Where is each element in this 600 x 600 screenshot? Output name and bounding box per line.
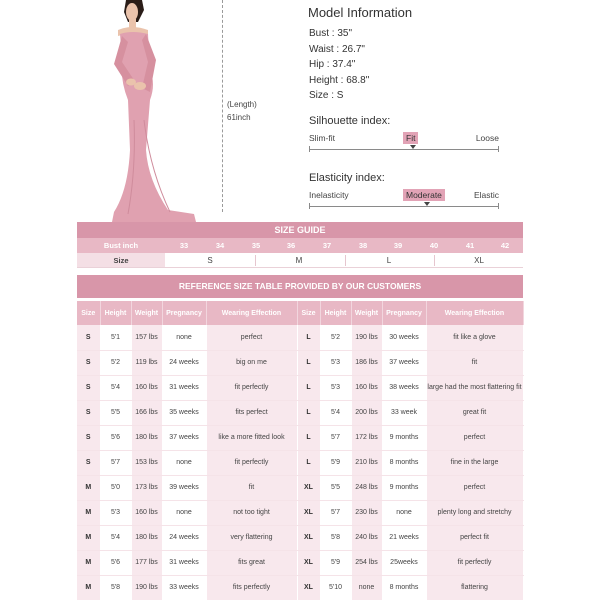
cell-weight: 153 lbs (131, 450, 162, 475)
cell-size: S (77, 450, 100, 475)
cell-weight: 200 lbs (351, 400, 382, 425)
size-guide-bust-row (77, 238, 523, 253)
reference-table (77, 301, 524, 600)
cell-size: XL (297, 525, 320, 550)
table-row (77, 475, 523, 500)
size-value: M (295, 256, 303, 265)
table-row (77, 425, 523, 450)
cell-weight: 210 lbs (351, 450, 382, 475)
cell-size: S (77, 350, 100, 375)
model-info-list (309, 26, 369, 104)
cell-wearing-effection: fit (206, 475, 297, 500)
cell-height: 5'8 (320, 525, 351, 550)
cell-size: L (297, 325, 320, 350)
cell-pregnancy: 24 weeks (162, 350, 206, 375)
bust-value: 42 (500, 241, 510, 250)
cell-wearing-effection: very flattering (206, 525, 297, 550)
cell-height: 5'8 (100, 575, 131, 600)
cell-pregnancy: 31 weeks (162, 550, 206, 575)
cell-height: 5'4 (100, 375, 131, 400)
header-wearing-effection: Wearing Effection (206, 301, 297, 325)
cell-weight: 180 lbs (131, 425, 162, 450)
bust-value: 38 (358, 241, 368, 250)
cell-height: 5'2 (100, 350, 131, 375)
cell-weight: 160 lbs (351, 375, 382, 400)
model-bust: Bust : 35" (309, 28, 353, 39)
silhouette-right-label: Loose (475, 133, 499, 143)
elasticity-tick-left (309, 203, 310, 209)
cell-wearing-effection: fine in the large (426, 450, 523, 475)
cell-height: 5'7 (320, 425, 351, 450)
cell-weight: 248 lbs (351, 475, 382, 500)
cell-pregnancy: 38 weeks (382, 375, 426, 400)
cell-wearing-effection: flattering (426, 575, 523, 600)
length-label (227, 98, 257, 124)
elasticity-marker-icon (424, 202, 430, 206)
header-height: Height (320, 301, 351, 325)
cell-size: S (77, 375, 100, 400)
cell-weight: 190 lbs (131, 575, 162, 600)
cell-pregnancy: none (382, 500, 426, 525)
cell-size: M (77, 575, 100, 600)
bust-value: 37 (322, 241, 332, 250)
cell-size: S (77, 400, 100, 425)
size-value: XL (474, 256, 484, 265)
cell-height: 5'6 (100, 550, 131, 575)
cell-height: 5'4 (100, 525, 131, 550)
bust-value: 34 (215, 241, 225, 250)
cell-wearing-effection: fits great (206, 550, 297, 575)
silhouette-marker-icon (410, 145, 416, 149)
cell-weight: 186 lbs (351, 350, 382, 375)
elasticity-right-label: Elastic (473, 190, 499, 200)
cell-size: L (297, 450, 320, 475)
elasticity-left-label: Inelasticity (309, 190, 349, 200)
cell-weight: 177 lbs (131, 550, 162, 575)
length-label-title: (Length) (227, 100, 257, 109)
cell-wearing-effection: fit (426, 350, 523, 375)
cell-wearing-effection: perfect fit (426, 525, 523, 550)
cell-size: M (77, 550, 100, 575)
header-size: Size (77, 301, 100, 325)
model-hip: Hip : 37.4" (309, 59, 356, 71)
cell-pregnancy: 39 weeks (162, 475, 206, 500)
cell-pregnancy: 9 months (382, 425, 426, 450)
elasticity-scale (309, 190, 499, 220)
header-weight: Weight (131, 301, 162, 325)
elasticity-tick-right (498, 203, 499, 209)
cell-height: 5'3 (100, 500, 131, 525)
header-wearing-effection: Wearing Effection (426, 301, 523, 325)
header-height: Height (100, 301, 131, 325)
cell-height: 5'7 (100, 450, 131, 475)
cell-height: 5'0 (100, 475, 131, 500)
cell-wearing-effection: fits perfectly (206, 575, 297, 600)
length-measure-line (222, 0, 223, 212)
header-pregnancy: Pregnancy (382, 301, 426, 325)
cell-pregnancy: 21 weeks (382, 525, 426, 550)
table-row (77, 550, 523, 575)
header-pregnancy: Pregnancy (162, 301, 206, 325)
cell-height: 5'7 (320, 500, 351, 525)
bust-inch-label: Bust inch (103, 241, 139, 250)
table-row (77, 500, 523, 525)
cell-size: S (77, 425, 100, 450)
elasticity-track (309, 206, 499, 207)
cell-height: 5'9 (320, 450, 351, 475)
silhouette-tick-right (498, 146, 499, 152)
cell-weight: 166 lbs (131, 400, 162, 425)
cell-height: 5'9 (320, 550, 351, 575)
size-value: S (207, 256, 213, 265)
cell-weight: 173 lbs (131, 475, 162, 500)
size-guide-title: SIZE GUIDE (77, 222, 523, 238)
model-height: Height : 68.8" (309, 74, 370, 86)
cell-pregnancy: 9 months (382, 475, 426, 500)
cell-pregnancy: 25weeks (382, 550, 426, 575)
cell-weight: none (351, 575, 382, 600)
size-guide-size-row (77, 253, 523, 268)
cell-weight: 160 lbs (131, 500, 162, 525)
size-separator (434, 255, 435, 266)
cell-size: M (77, 475, 100, 500)
cell-weight: 172 lbs (351, 425, 382, 450)
model-photo (98, 0, 226, 222)
cell-weight: 240 lbs (351, 525, 382, 550)
silhouette-track (309, 149, 499, 150)
cell-height: 5'1 (100, 325, 131, 350)
reference-size-table (77, 275, 523, 600)
header-weight: Weight (351, 301, 382, 325)
cell-height: 5'3 (320, 375, 351, 400)
size-separator (255, 255, 256, 266)
cell-wearing-effection: great fit (426, 400, 523, 425)
cell-weight: 160 lbs (131, 375, 162, 400)
cell-pregnancy: none (162, 325, 206, 350)
cell-weight: 157 lbs (131, 325, 162, 350)
cell-pregnancy: none (162, 500, 206, 525)
cell-pregnancy: 8 months (382, 450, 426, 475)
table-row (77, 375, 523, 400)
table-row (77, 350, 523, 375)
bust-value: 41 (465, 241, 475, 250)
silhouette-left-label: Slim-fit (309, 133, 335, 143)
cell-size: XL (297, 550, 320, 575)
model-size: Size : S (309, 90, 344, 102)
cell-size: XL (297, 500, 320, 525)
cell-height: 5'5 (100, 400, 131, 425)
cell-wearing-effection: like a more fitted look (206, 425, 297, 450)
cell-size: L (297, 400, 320, 425)
elasticity-index-title: Elasticity index: (309, 172, 385, 184)
cell-size: M (77, 500, 100, 525)
cell-height: 5'10 (320, 575, 351, 600)
table-row (77, 400, 523, 425)
cell-pregnancy: 8 months (382, 575, 426, 600)
cell-pregnancy: 33 week (382, 400, 426, 425)
cell-size: L (297, 350, 320, 375)
cell-height: 5'4 (320, 400, 351, 425)
header-size: Size (297, 301, 320, 325)
cell-height: 5'5 (320, 475, 351, 500)
table-row (77, 325, 523, 350)
bust-value: 40 (429, 241, 439, 250)
cell-pregnancy: 24 weeks (162, 525, 206, 550)
cell-wearing-effection: perfect (426, 475, 523, 500)
size-value: L (386, 256, 392, 265)
cell-weight: 190 lbs (351, 325, 382, 350)
cell-wearing-effection: fit perfectly (426, 550, 523, 575)
cell-size: S (77, 325, 100, 350)
cell-height: 5'6 (100, 425, 131, 450)
bust-value: 35 (251, 241, 261, 250)
elasticity-selected-badge: Moderate (403, 189, 445, 201)
cell-pregnancy: 37 weeks (382, 350, 426, 375)
table-row (77, 525, 523, 550)
cell-height: 5'3 (320, 350, 351, 375)
table-row (77, 450, 523, 475)
cell-height: 5'2 (320, 325, 351, 350)
model-info-title: Model Information (308, 5, 413, 20)
size-label: Size (77, 253, 165, 267)
cell-wearing-effection: plenty long and stretchy (426, 500, 523, 525)
table-row (77, 575, 523, 600)
cell-wearing-effection: fit perfectly (206, 450, 297, 475)
cell-weight: 119 lbs (131, 350, 162, 375)
bust-value: 39 (393, 241, 403, 250)
cell-wearing-effection: large had the most flattering fit (426, 375, 523, 400)
silhouette-tick-left (309, 146, 310, 152)
silhouette-selected-badge: Fit (403, 132, 418, 144)
length-label-value: 61inch (227, 113, 251, 122)
reference-header-row (77, 301, 523, 325)
cell-wearing-effection: fit perfectly (206, 375, 297, 400)
cell-pregnancy: 33 weeks (162, 575, 206, 600)
reference-table-title: REFERENCE SIZE TABLE PROVIDED BY OUR CUSTOMERS (77, 275, 523, 298)
cell-pregnancy: 37 weeks (162, 425, 206, 450)
size-guide (77, 222, 523, 268)
cell-size: L (297, 375, 320, 400)
cell-weight: 230 lbs (351, 500, 382, 525)
cell-wearing-effection: fit like a glove (426, 325, 523, 350)
cell-pregnancy: none (162, 450, 206, 475)
cell-size: XL (297, 475, 320, 500)
cell-pregnancy: 31 weeks (162, 375, 206, 400)
cell-pregnancy: 30 weeks (382, 325, 426, 350)
bust-value: 33 (179, 241, 189, 250)
size-separator (345, 255, 346, 266)
cell-wearing-effection: perfect (206, 325, 297, 350)
cell-wearing-effection: not too tight (206, 500, 297, 525)
cell-pregnancy: 35 weeks (162, 400, 206, 425)
silhouette-index-title: Silhouette index: (309, 115, 391, 127)
silhouette-scale (309, 133, 499, 163)
cell-wearing-effection: perfect (426, 425, 523, 450)
model-waist: Waist : 26.7" (309, 43, 365, 55)
cell-size: M (77, 525, 100, 550)
bust-value: 36 (286, 241, 296, 250)
cell-wearing-effection: fits perfect (206, 400, 297, 425)
cell-wearing-effection: big on me (206, 350, 297, 375)
cell-size: L (297, 425, 320, 450)
cell-weight: 254 lbs (351, 550, 382, 575)
cell-weight: 180 lbs (131, 525, 162, 550)
cell-size: XL (297, 575, 320, 600)
